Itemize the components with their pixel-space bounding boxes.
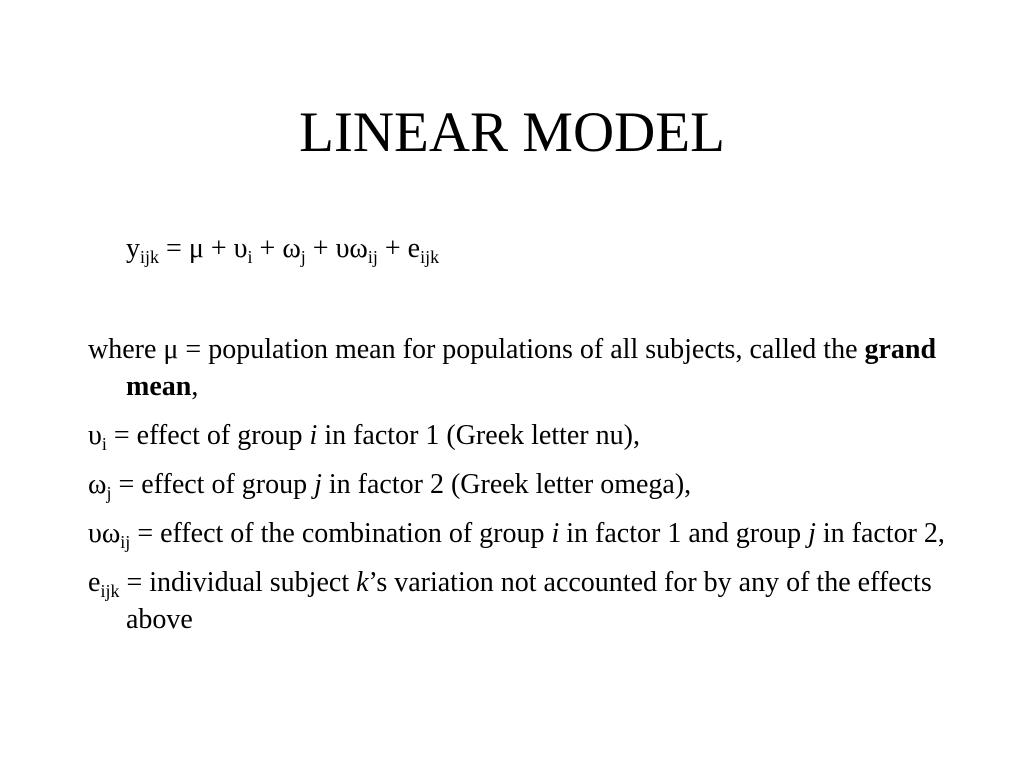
- def-nuomega-text-1: = effect of the combination of group: [130, 518, 552, 549]
- eq-equals: =: [159, 233, 189, 264]
- eq-omega: ω: [282, 233, 301, 264]
- def-nu-text-1: = effect of group: [106, 420, 310, 451]
- def-omega-text-2: in factor 2 (Greek letter omega),: [321, 469, 692, 500]
- eq-nu: υ: [233, 233, 248, 264]
- definition-omega: [88, 466, 968, 503]
- def-e-subscript: ijk: [100, 581, 120, 601]
- eq-nuomega-subscript: ij: [367, 247, 378, 267]
- definition-nuomega: [88, 515, 968, 552]
- eq-plus-1: +: [203, 233, 234, 264]
- def-nuomega-subscript: ij: [120, 532, 131, 552]
- eq-y: y: [126, 233, 140, 264]
- def-nuomega-italic-2: j: [808, 518, 816, 549]
- def-mu-bold-term: grand mean: [126, 334, 937, 402]
- def-e-symbol: e: [88, 567, 101, 598]
- eq-nuomega: υω: [335, 233, 368, 264]
- definitions-list: [88, 331, 968, 650]
- def-nu-subscript: i: [101, 434, 107, 454]
- def-nu-symbol: υ: [88, 420, 102, 451]
- def-e-italic: k: [356, 567, 369, 598]
- def-e-text-1: = individual subject: [119, 567, 357, 598]
- def-nu-text-2: in factor 1 (Greek letter nu),: [317, 420, 640, 451]
- def-nuomega-symbol: υω: [88, 518, 121, 549]
- def-mu-text: = population mean for populations of all subjects, called the: [178, 334, 865, 365]
- definition-mu: [88, 331, 968, 405]
- eq-omega-subscript: j: [300, 247, 306, 267]
- def-omega-subscript: j: [106, 483, 112, 503]
- def-nu-italic: i: [309, 420, 318, 451]
- eq-plus-4: +: [377, 233, 408, 264]
- slide-title: LINEAR MODEL: [299, 101, 725, 164]
- eq-y-subscript: ijk: [140, 247, 160, 267]
- definition-e: [88, 564, 968, 638]
- model-equation: [126, 232, 439, 266]
- eq-plus-2: +: [252, 233, 283, 264]
- def-omega-symbol: ω: [88, 469, 107, 500]
- def-mu-trailing: ,: [191, 371, 199, 402]
- def-omega-text-1: = effect of group: [111, 469, 315, 500]
- def-nuomega-italic-1: i: [551, 518, 560, 549]
- def-e-text-2: ’s variation not accounted for by any of the effects above: [126, 567, 939, 635]
- def-nuomega-text-2: in factor 1 and group: [559, 518, 809, 549]
- definition-nu: [88, 417, 968, 454]
- def-mu-symbol: μ: [163, 334, 179, 365]
- def-mu-prefix: where: [88, 334, 164, 365]
- eq-plus-3: +: [305, 233, 336, 264]
- eq-nu-subscript: i: [247, 247, 253, 267]
- eq-mu: μ: [188, 233, 204, 264]
- def-nuomega-text-3: in factor 2,: [815, 518, 945, 549]
- eq-e-subscript: ijk: [420, 247, 440, 267]
- def-omega-italic: j: [314, 469, 322, 500]
- eq-e: e: [407, 233, 421, 264]
